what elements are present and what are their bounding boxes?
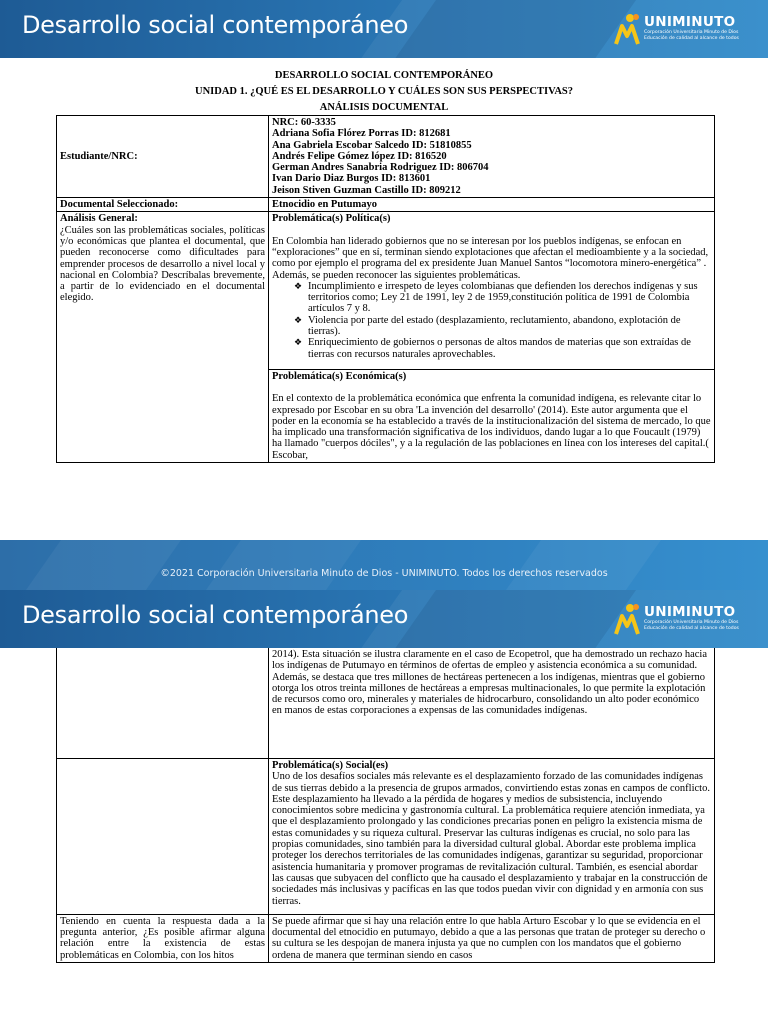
table-row <box>57 648 715 759</box>
table-row <box>57 198 715 212</box>
doc-heading-2: UNIDAD 1. ¿QUÉ ES EL DESARROLLO Y CUÁLES SON SUS PERSPECTIVAS? <box>195 86 573 97</box>
student-name: German Andres Sanabria Rodriguez ID: 806704 <box>272 162 489 174</box>
doc-heading-3: ANÁLISIS DOCUMENTAL <box>319 102 449 113</box>
page-footer-band <box>0 540 768 590</box>
documental-label: Documental Seleccionado: <box>57 198 269 212</box>
banner-title: Desarrollo social contemporáneo <box>22 601 409 629</box>
empty-cell <box>57 759 269 915</box>
logo-name: UNIMINUTO <box>644 14 736 30</box>
uniminuto-logo-icon <box>614 600 642 640</box>
diamond-bullet-icon: ❖ <box>294 337 303 348</box>
analysis-table <box>56 115 715 463</box>
uniminuto-logo <box>614 10 764 50</box>
logo-tagline: Corporación Universitaria Minuto de Dios Educación de calidad al alcance de todos <box>644 30 739 41</box>
list-item: ❖ Enriquecimiento de gobiernos o personas de altos mandos de materias que son extraídas de tierras con recursos naturales aprovechables. <box>294 337 691 360</box>
table-row <box>57 116 715 198</box>
table-row <box>57 759 715 915</box>
answer-2: Se puede afirmar que si hay una relación entre lo que habla Arturo Escobar y lo que se evidencia en el documental del etnocidio en putumayo, debido a que a las personas que tratan de proteger su derecho o su cultura se les despojan de manera injusta ya que no cumplen con los mandatos que el gobierno ordena de manera que terminan siendo en casos <box>269 914 715 962</box>
analysis-question-cell <box>57 212 269 463</box>
uniminuto-logo <box>614 600 764 640</box>
economica-text-continued: 2014). Esta situación se ilustra claramente en el caso de Ecopetrol, que ha demostrado un rechazo hacia los indígenas de Putumayo en términos de ofertas de empleo y asistencia económica a su comunidad. Además, se destaca que tres millones de hectáreas pertenecen a los indígenas, mientras que el gobierno otorga los otros treinta millones de hectáreas a empresas multinacionales, lo que permite la explotación de recursos como oro, minerales y materiales de hidrocarburo, consolidando un alto poder económico en manos de estas corporaciones a expensas de las comunidades indígenas. <box>272 649 707 717</box>
student-list <box>269 116 715 198</box>
banner-title: Desarrollo social contemporáneo <box>22 11 409 39</box>
documental-value: Etnocidio en Putumayo <box>269 198 715 212</box>
economica-title: Problemática(s) Económica(s) <box>272 370 407 382</box>
student-name: Adriana Sofia Flórez Porras ID: 812681 <box>272 128 451 140</box>
logo-name: UNIMINUTO <box>644 604 736 620</box>
uniminuto-logo-icon <box>614 10 642 50</box>
table-row <box>57 914 715 962</box>
politica-title: Problemática(s) Política(s) <box>272 213 391 225</box>
politica-cell <box>269 212 715 370</box>
diamond-bullet-icon: ❖ <box>294 314 303 325</box>
analysis-title: Análisis General: <box>60 213 138 225</box>
copyright-footer: ©2021 Corporación Universitaria Minuto de Dios - UNIMINUTO. Todos los derechos reservados <box>160 568 608 579</box>
list-item: ❖ Incumplimiento e irrespeto de leyes colombianas que defienden los derechos indígenas y sus territorios como; Ley 21 de 1991, ley 2 de 1959,constitución política de 1991 de Colombia artículos 7 y 8. <box>294 280 698 315</box>
document-page-2 <box>0 590 768 1024</box>
student-name: Andrés Felipe Gómez lópez ID: 816520 <box>272 150 447 162</box>
politica-bullets <box>272 281 711 360</box>
list-item: ❖ Violencia por parte del estado (desplazamiento, reclutamiento, abandono, explotación de tierras). <box>294 314 681 338</box>
economica-text: En el contexto de la problemática económica que enfrenta la comunidad indígena, es relevante citar lo expresado por Escobar en su obra 'La invención del desarrollo' (2014). Este autor argumenta que el poder en la economía se ha establecido a través de la institucionalización del sistema de mercado, lo que ha implicado una transformación significativa de los individuos, dando lugar a lo que Foucault (1979) ha llamado "cuerpos dóciles", y a la regulación de las poblaciones en línea con los intereses del capital.( Escobar, <box>272 393 711 461</box>
doc-heading-1: DESARROLLO SOCIAL CONTEMPORÁNEO <box>274 70 494 81</box>
social-text: Uno de los desafíos sociales más relevante es el desplazamiento forzado de las comunidades indígenas de sus tierras debido a la presencia de grupos armados, convirtiendo estas zonas en campos de conflicto. Este desplazamiento ha llevado a la pérdida de hogares y medios de subsistencia, incluyendo conocimientos sobre medicina y gastronomía cultural. La problemática requiere atención inmediata, ya que el desplazamiento prolongado y las condiciones precarias ponen en peligro la existencia misma de estas comunidades y su riqueza cultural. Preservar las culturas indígenas es crucial, no solo para las propias comunidades, sino también para la diversidad cultural global. Abordar este problema implica proteger los derechos territoriales de las comunidades indígenas, garantizar su seguridad, proporcionar asistencia humanitaria y promover programas de revitalización cultural. También, es esencial abordar las causas que subyacen del conflicto que ha causado el desplazamiento y trabajar en la construcción de sociedades más inclusivas y pacíficas en las que todos puedan vivir con dignidad y en armonía con sus tierras. <box>272 771 710 907</box>
page-banner <box>0 590 768 648</box>
analysis-question: ¿Cuáles son las problemáticas sociales, políticas y/o económicas que plantea el documental, que pueden reconocerse como dificultades para emprender procesos de desarrollo a nivel local y nacional en Colombia? Descríbalas brevemente, a partir de lo evidenciado en el documental elegido. <box>60 224 265 304</box>
analysis-table-continued <box>56 648 715 963</box>
table-row <box>57 212 715 370</box>
social-cell <box>269 759 715 915</box>
politica-text: En Colombia han liderado gobiernos que no se interesan por los pueblos indígenas, se enfocan en “exploraciones” que en sí, terminan siendo explotaciones que afectan el medioambiente y a la sociedad, como por ejemplo el programa del ex presidente Juan Manuel Santos “locomotora minero-energética” . Además, se pueden reconocer las siguientes problemáticas. <box>272 235 709 281</box>
student-name: Ivan Dario Diaz Burgos ID: 813601 <box>272 173 431 185</box>
economica-cell <box>269 369 715 462</box>
student-label: Estudiante/NRC: <box>57 116 269 198</box>
diamond-bullet-icon: ❖ <box>294 280 303 291</box>
empty-cell <box>57 648 269 759</box>
nrc-line: NRC: 60-3335 <box>272 117 336 128</box>
social-title: Problemática(s) Social(es) <box>272 760 389 771</box>
question-2: Teniendo en cuenta la respuesta dada a la pregunta anterior, ¿Es posible afirmar alguna relación entre la existencia de estas problemáticas en Colombia, con los hitos <box>57 914 269 962</box>
economica-cell-continued <box>269 648 715 759</box>
page-banner <box>0 0 768 58</box>
logo-tagline: Corporación Universitaria Minuto de Dios Educación de calidad al alcance de todos <box>644 620 739 631</box>
student-name: Ana Gabriela Escobar Salcedo ID: 51810855 <box>272 139 472 151</box>
student-name: Jeison Stiven Guzman Castillo ID: 809212 <box>272 184 461 196</box>
